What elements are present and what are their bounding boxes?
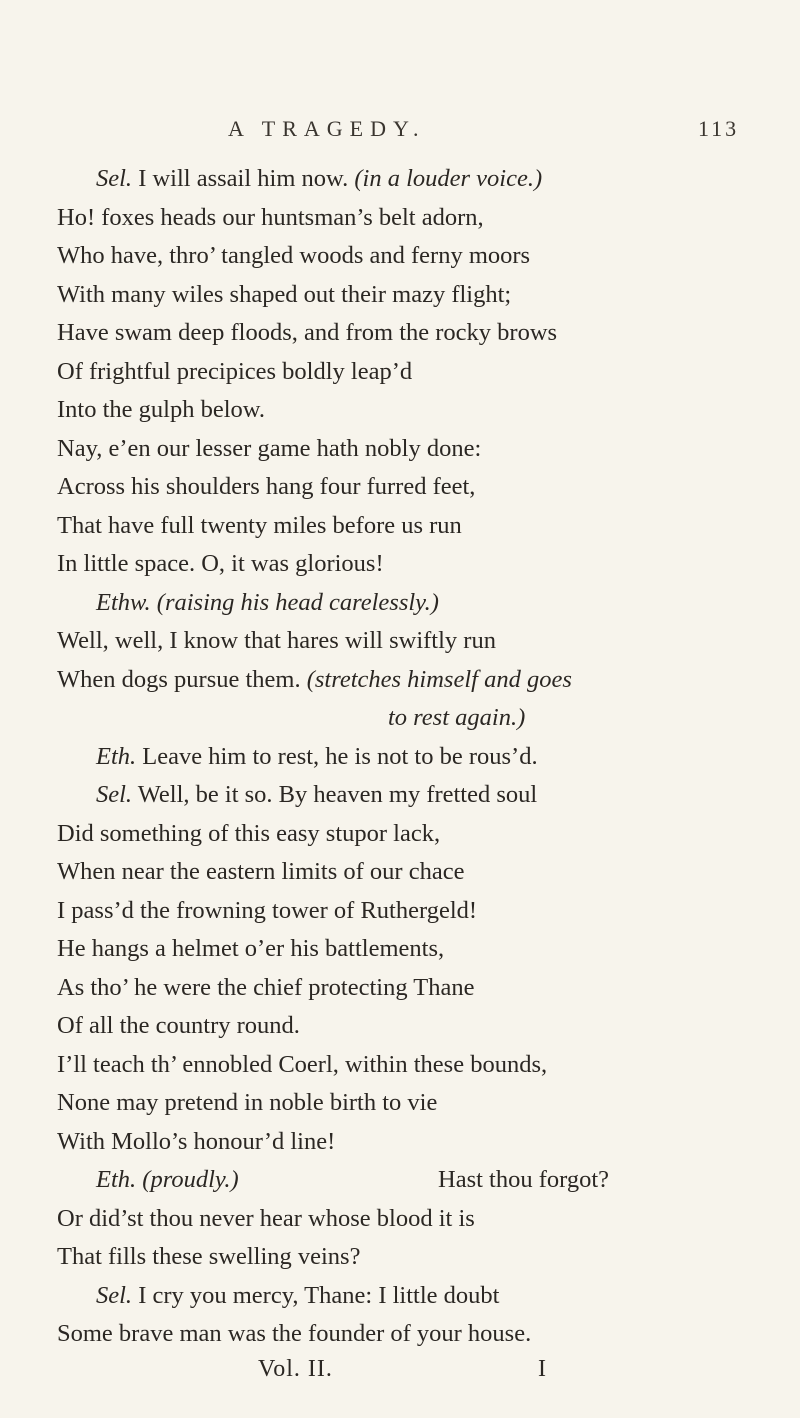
verse-line [0, 855, 800, 889]
verse-line [0, 894, 800, 928]
dialogue-text: Of all the country round. [57, 1012, 300, 1039]
verse-line [0, 740, 800, 774]
verse-line-text [57, 855, 464, 889]
verse-line [0, 971, 800, 1005]
verse-line-text [96, 1279, 499, 1313]
running-title: A TRAGEDY. [228, 116, 426, 141]
dialogue-text: In little space. O, it was glorious! [57, 550, 384, 577]
verse-line [0, 1202, 800, 1236]
verse-line-text [57, 817, 440, 851]
speaker-name: Sel. [96, 781, 133, 808]
verse-line [0, 817, 800, 851]
dialogue-text: I’ll teach th’ ennobled Coerl, within these bounds, [57, 1050, 548, 1078]
verse-line [0, 393, 800, 427]
dialogue-text: As tho’ he were the chief protecting Thane [57, 973, 475, 1001]
dialogue-text: With Mollo’s honour’d line! [57, 1127, 336, 1155]
verse-line-text [57, 894, 477, 928]
dialogue-text: That have full twenty miles before us run [57, 511, 462, 539]
verse-line-text [57, 278, 511, 312]
verse-line-text [57, 1086, 437, 1120]
dialogue-text: Did something of this easy stupor lack, [57, 819, 441, 847]
dialogue-text: Or did’st thou never hear whose blood it is [57, 1204, 475, 1232]
verse-line [0, 1163, 800, 1197]
stage-direction: (proudly.) [142, 1166, 239, 1193]
speaker-name: Ethw. [96, 588, 151, 616]
verse-line [0, 663, 800, 697]
verse-line [0, 932, 800, 966]
verse-line-text [57, 663, 572, 697]
dialogue-text: None may pretend in noble birth to vie [57, 1089, 438, 1116]
stage-direction: (stretches himself and goes [306, 665, 572, 693]
verse-line-text [96, 162, 542, 196]
page-footer [0, 1356, 800, 1392]
verse-line [0, 432, 800, 466]
verse-line-text [57, 393, 265, 427]
verse-line-text [57, 547, 384, 581]
verse-line-text [57, 239, 530, 273]
stage-direction: (in a louder voice.) [354, 165, 543, 192]
verse-line [0, 1048, 800, 1082]
verse-line [0, 509, 800, 543]
dialogue-text: Have swam deep floods, and from the rocky brows [57, 319, 558, 346]
dialogue-text: Into the gulph below. [57, 396, 265, 423]
verse-line [0, 355, 800, 389]
verse-line [0, 1009, 800, 1043]
verse-line-text [57, 470, 475, 504]
speaker-name: Sel. [96, 1281, 133, 1309]
speaker-name: Eth. [96, 742, 137, 770]
verse-line-text [96, 740, 538, 774]
dialogue-text: Some brave man was the founder of your house. [57, 1320, 532, 1347]
verse-line-text [57, 932, 444, 966]
verse-line-text [57, 355, 412, 389]
stage-direction: (raising his head carelessly.) [156, 588, 439, 616]
dialogue-text: Who have, thro’ tangled woods and ferny moors [57, 242, 531, 269]
verse-line-text [57, 1125, 335, 1159]
signature-mark: I [538, 1356, 546, 1382]
dialogue-text: Nay, e’en our lesser game hath nobly done: [57, 434, 482, 462]
volume-label: Vol. II. [258, 1356, 333, 1382]
verse-line [0, 1125, 800, 1159]
stage-direction: to rest again.) [388, 704, 526, 731]
verse-line-text [57, 624, 496, 658]
verse-line [0, 201, 800, 235]
dialogue-text: Well, well, I know that hares will swiftly run [57, 627, 496, 654]
verse-line [0, 278, 800, 312]
verse-line [0, 1279, 800, 1313]
verse-line [0, 470, 800, 504]
verse-line [0, 547, 800, 581]
speaker-name: Eth. [96, 1166, 137, 1193]
dialogue-text: I will assail him now. [132, 165, 355, 192]
dialogue-text: When dogs pursue them. [57, 665, 307, 693]
verse-line-text [57, 1240, 360, 1274]
verse-line [0, 316, 800, 350]
verse-line [0, 624, 800, 658]
verse-line [0, 1086, 800, 1120]
verse-line [0, 586, 800, 620]
verse-line-text [57, 201, 484, 235]
verse-line-text [57, 1009, 300, 1043]
verse-line [0, 239, 800, 273]
speaker-name: Sel. [96, 165, 133, 192]
verse-line [0, 778, 800, 812]
dialogue-text: That fills these swelling veins? [57, 1243, 361, 1270]
dialogue-text: When near the eastern limits of our chace [57, 858, 465, 885]
page-header [0, 116, 800, 156]
verse-line-text [57, 1048, 547, 1082]
dialogue-text-right: Hast thou forgot? [438, 1166, 610, 1193]
verse-line-text [96, 586, 439, 620]
dialogue-text: With many wiles shaped out their mazy flight; [57, 280, 512, 308]
verse-line-text [57, 1202, 475, 1236]
verse-line-text [388, 701, 525, 735]
verse-line-text [57, 432, 481, 466]
dialogue-text: He hangs a helmet o’er his battlements, [57, 935, 445, 962]
dialogue-text: Well, be it so. By heaven my fretted soul [132, 781, 538, 808]
verse-line [0, 1240, 800, 1274]
dialogue-text: Across his shoulders hang four furred feet, [57, 473, 476, 500]
verse-line-text [96, 1163, 239, 1197]
verse-line [0, 701, 800, 735]
dialogue-text: Leave him to rest, he is not to be rous’d. [136, 742, 538, 770]
verse-line-text [96, 778, 537, 812]
dialogue-text: Ho! foxes heads our huntsman’s belt adorn, [57, 203, 484, 231]
verse-line-text [57, 971, 474, 1005]
page-number: 113 [698, 116, 740, 141]
verse-line-text [57, 1317, 531, 1351]
verse-line-text [57, 509, 462, 543]
verse-line [0, 1317, 800, 1351]
dialogue-text: Of frightful precipices boldly leap’d [57, 357, 413, 385]
dialogue-text: I pass’d the frowning tower of Ruthergeld! [57, 896, 478, 924]
verse-line [0, 162, 800, 196]
verse-line-text [57, 316, 557, 350]
dialogue-text: I cry you mercy, Thane: I little doubt [132, 1281, 500, 1309]
